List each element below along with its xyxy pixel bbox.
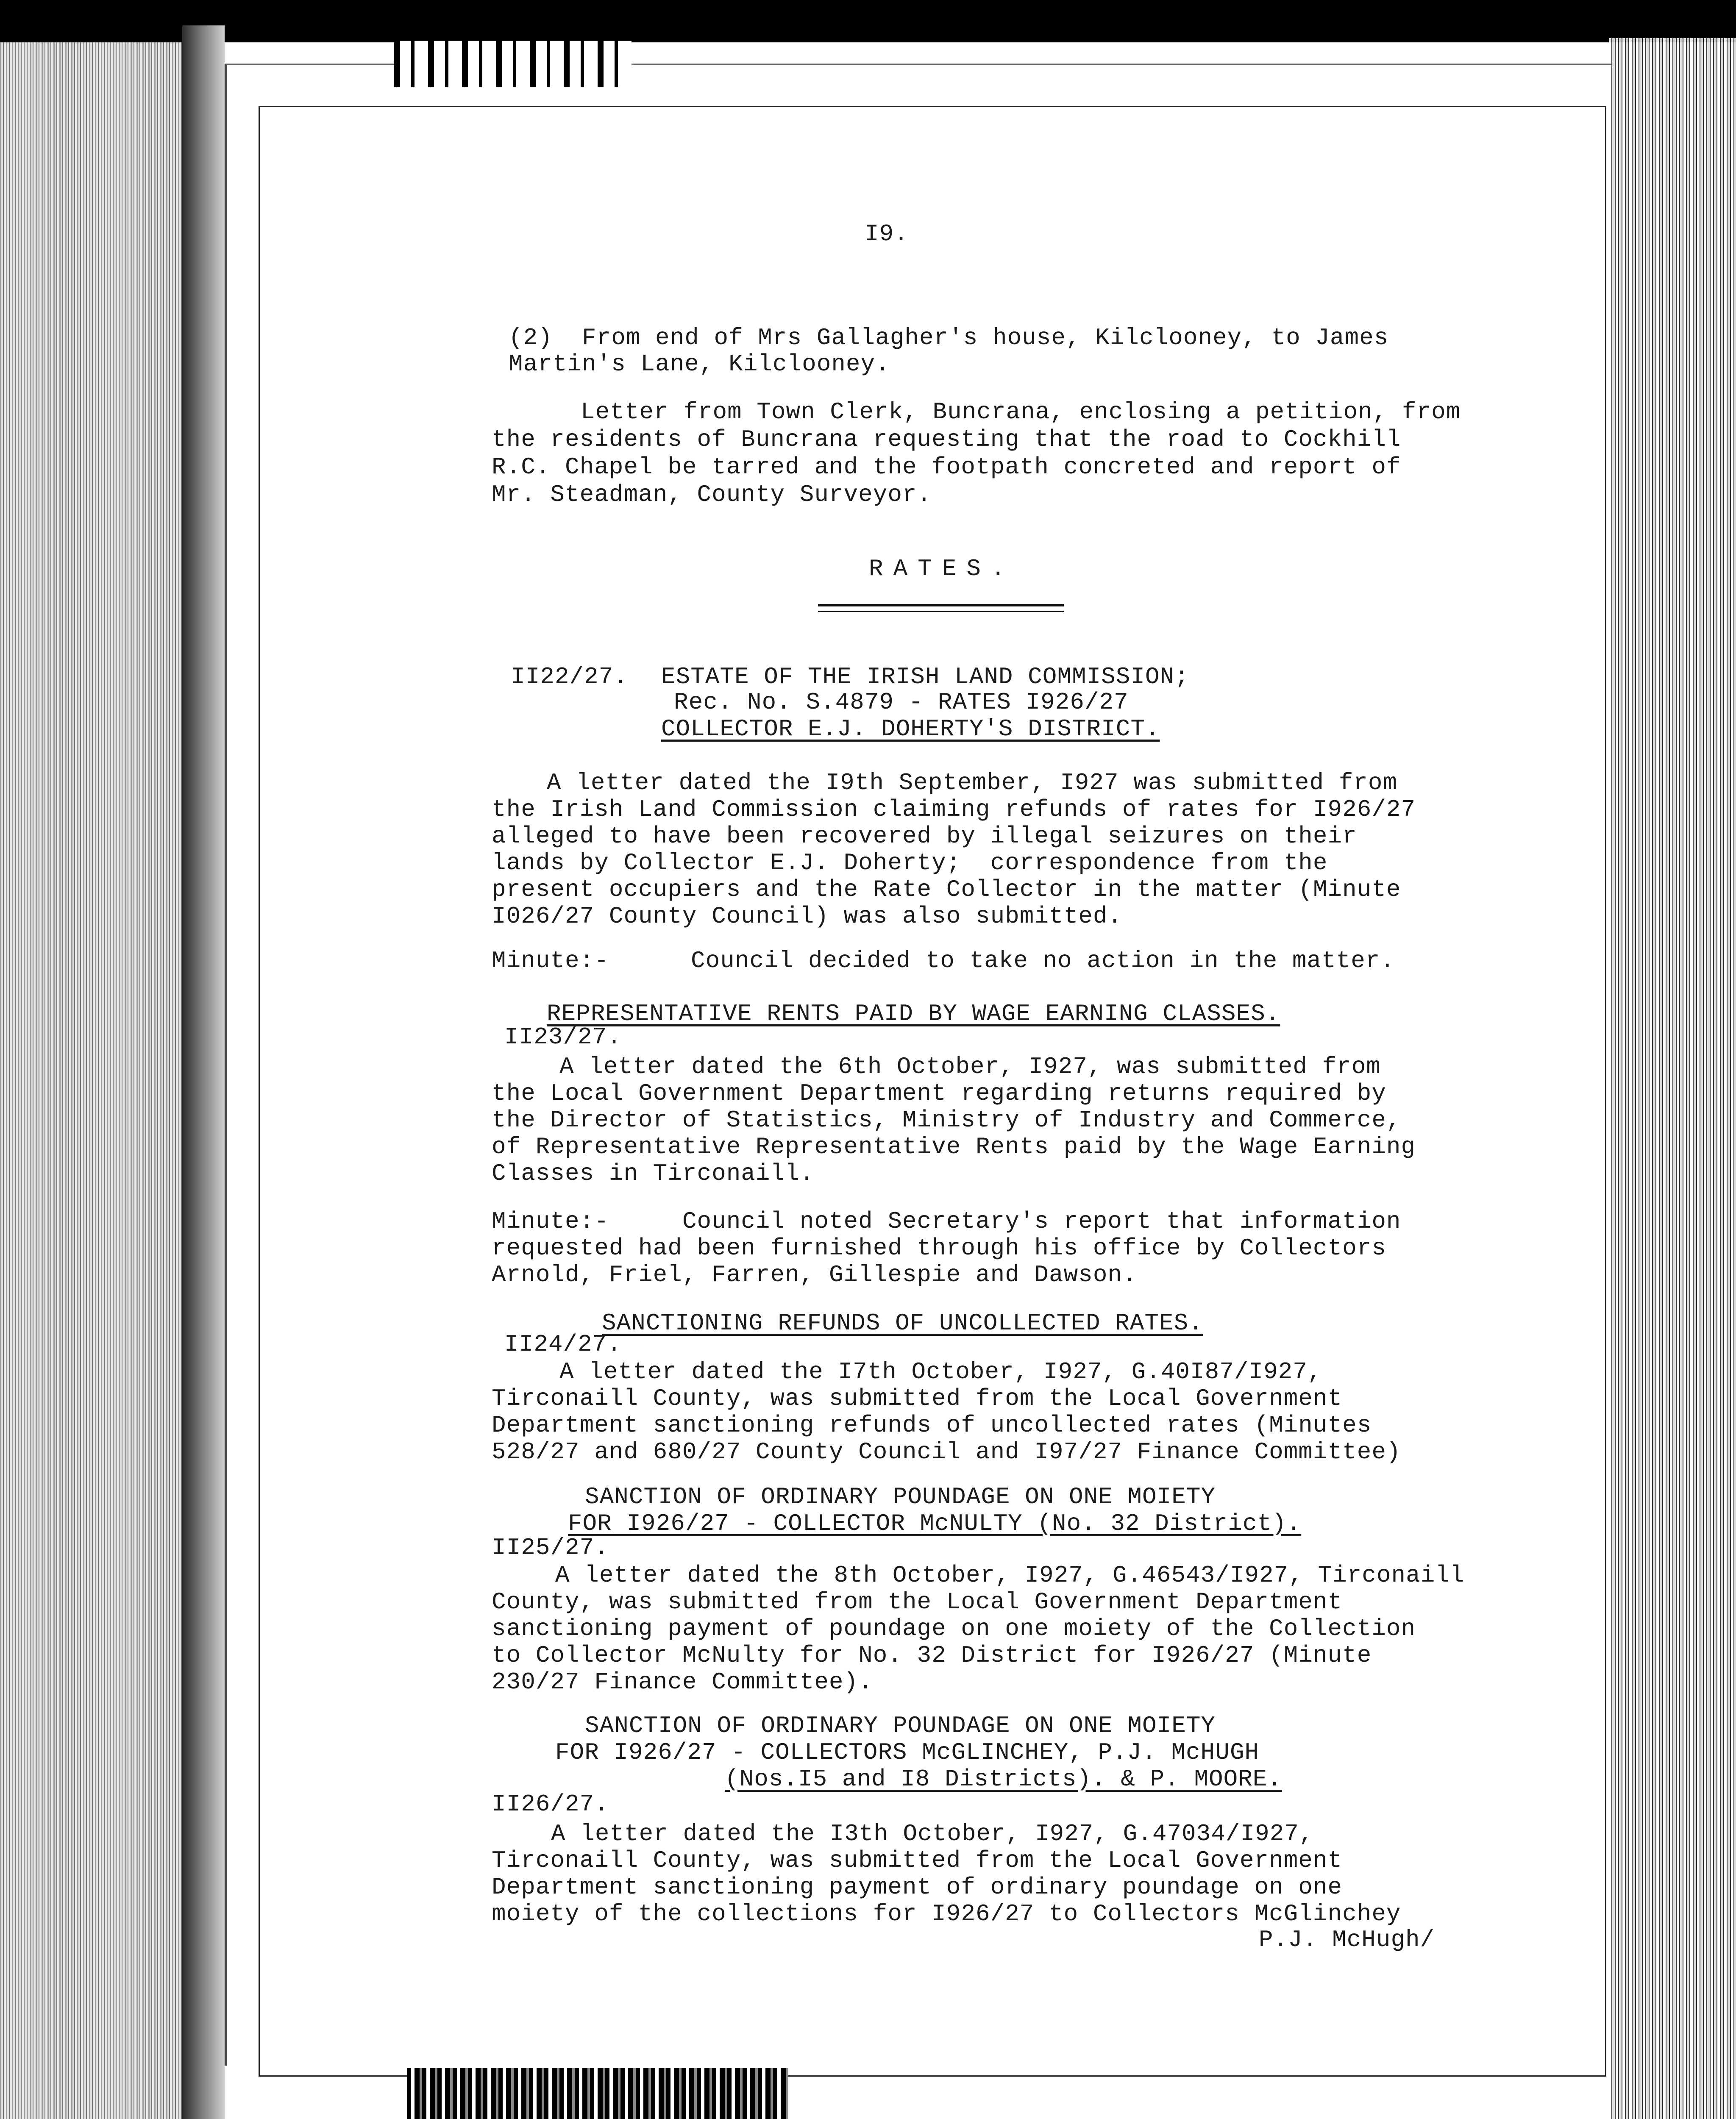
body-1125-line-3: sanctioning payment of poundage on one moiety of the Collection xyxy=(492,1615,1416,1642)
buncrana-line-2: the residents of Buncrana requesting that the road to Cockhill xyxy=(492,426,1401,453)
minute-label-1122: Minute:- xyxy=(492,947,609,974)
body-1124-line-3: Department sanctioning refunds of uncollected rates (Minutes xyxy=(492,1412,1372,1439)
heading-1122-line-1: ESTATE OF THE IRISH LAND COMMISSION; xyxy=(661,663,1189,690)
body-1122-line-5: present occupiers and the Rate Collector in the matter (Minute xyxy=(492,876,1401,903)
body-1123-line-2: the Local Government Department regarding returns required by xyxy=(492,1080,1386,1107)
heading-1122-line-3: COLLECTOR E.J. DOHERTY'S DISTRICT. xyxy=(661,715,1160,742)
buncrana-line-1: Letter from Town Clerk, Buncrana, enclosing a petition, from xyxy=(581,398,1461,425)
body-1126-line-2: Tirconaill County, was submitted from the Local Government xyxy=(492,1847,1343,1874)
body-1126-line-1: A letter dated the I3th October, I927, G.47034/I927, xyxy=(551,1820,1314,1847)
heading-rule xyxy=(818,604,1064,612)
body-1126-line-3: Department sanctioning payment of ordinary poundage on one xyxy=(492,1874,1343,1901)
item-2-line-1: (2) From end of Mrs Gallagher's house, Kilclooney, to James xyxy=(509,324,1389,351)
body-1122-line-6: I026/27 County Council) was also submitted. xyxy=(492,903,1123,930)
catchword: P.J. McHugh/ xyxy=(1259,1926,1435,1953)
minute-number-1126: II26/27. xyxy=(492,1791,609,1818)
heading-1125-line-2: FOR I926/27 - COLLECTOR McNULTY (No. 32 District). xyxy=(568,1510,1302,1537)
body-1122-line-1: A letter dated the I9th September, I927 was submitted from xyxy=(547,769,1398,796)
minute-number-1125: II25/27. xyxy=(492,1534,609,1561)
heading-1122-line-2: Rec. No. S.4879 - RATES I926/27 xyxy=(674,689,1129,716)
minute-number-1123: II23/27. xyxy=(504,1023,622,1051)
minute-text-1122: Council decided to take no action in the matter. xyxy=(691,947,1395,974)
heading-1125-line-1: SANCTION OF ORDINARY POUNDAGE ON ONE MOIETY xyxy=(585,1483,1216,1510)
page-number: I9. xyxy=(865,220,909,247)
body-1122-line-2: the Irish Land Commission claiming refunds of rates for I926/27 xyxy=(492,796,1416,823)
body-1123-line-3: the Director of Statistics, Ministry of Industry and Commerce, xyxy=(492,1107,1401,1134)
heading-1126-line-1: SANCTION OF ORDINARY POUNDAGE ON ONE MOIETY xyxy=(585,1712,1216,1739)
body-1124-line-2: Tirconaill County, was submitted from the Local Government xyxy=(492,1385,1343,1412)
minute-number-1122: II22/27. xyxy=(511,663,628,690)
section-heading-rates: RATES. xyxy=(869,555,1015,582)
body-1124-line-1: A letter dated the I7th October, I927, G.40I87/I927, xyxy=(559,1358,1322,1385)
body-1125-line-1: A letter dated the 8th October, I927, G.46543/I927, Tirconaill xyxy=(555,1562,1465,1589)
minute-number-1124: II24/27. xyxy=(504,1331,622,1358)
buncrana-line-3: R.C. Chapel be tarred and the footpath concreted and report of xyxy=(492,453,1401,481)
minute-1123-line-2: requested had been furnished through his office by Collectors xyxy=(492,1235,1386,1262)
buncrana-line-4: Mr. Steadman, County Surveyor. xyxy=(492,481,932,508)
heading-1126-line-3: (Nos.I5 and I8 Districts). & P. MOORE. xyxy=(725,1766,1283,1793)
body-1123-line-5: Classes in Tirconaill. xyxy=(492,1160,815,1187)
body-1123-line-1: A letter dated the 6th October, I927, was submitted from xyxy=(559,1053,1381,1080)
heading-1123: REPRESENTATIVE RENTS PAID BY WAGE EARNING CLASSES. xyxy=(547,1000,1280,1027)
body-1125-line-5: 230/27 Finance Committee). xyxy=(492,1669,873,1696)
minute-1123-line-3: Arnold, Friel, Farren, Gillespie and Dawson. xyxy=(492,1261,1137,1288)
heading-1124: SANCTIONING REFUNDS OF UNCOLLECTED RATES. xyxy=(602,1310,1203,1337)
body-1123-line-4: of Representative Representative Rents paid by the Wage Earning xyxy=(492,1133,1416,1160)
minute-1123-line-1: Minute:- Council noted Secretary's report that information xyxy=(492,1208,1401,1235)
body-1126-line-4: moiety of the collections for I926/27 to Collectors McGlinchey xyxy=(492,1900,1401,1927)
body-1125-line-4: to Collector McNulty for No. 32 District for I926/27 (Minute xyxy=(492,1642,1372,1669)
item-2-line-2: Martin's Lane, Kilclooney. xyxy=(509,350,890,378)
body-1124-line-4: 528/27 and 680/27 County Council and I97/27 Finance Committee) xyxy=(492,1438,1401,1466)
body-1122-line-4: lands by Collector E.J. Doherty; correspondence from the xyxy=(492,849,1328,876)
body-1125-line-2: County, was submitted from the Local Government Department xyxy=(492,1588,1343,1616)
heading-1126-line-2: FOR I926/27 - COLLECTORS McGLINCHEY, P.J. McHUGH xyxy=(555,1739,1260,1766)
body-1122-line-3: alleged to have been recovered by illegal seizures on their xyxy=(492,823,1357,850)
